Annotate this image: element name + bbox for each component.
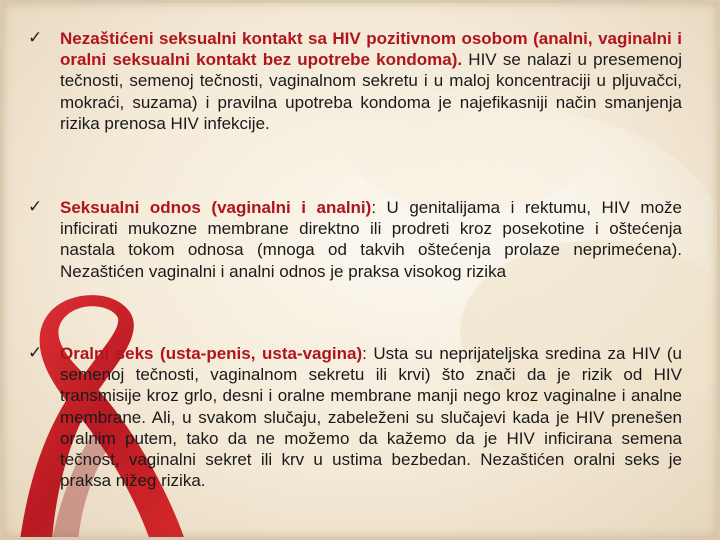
bullet-item-oral-sex [28,343,682,491]
bullet-heading: Seksualni odnos (vaginalni i analni) [60,198,372,217]
bullet-heading: Oralni seks (usta-penis, usta-vagina) [60,344,363,363]
bullet-item-unprotected-contact [28,28,682,134]
bullet-text [60,343,682,491]
bullet-heading: Nezaštićeni seksualni kontakt sa HIV pozitivnom osobom (analni, vaginalni i oralni seksualni kontakt bez upotrebe kondoma). [60,29,682,70]
checkmark-icon: ✓ [28,28,43,48]
checkmark-icon: ✓ [28,197,43,217]
bullet-body: : Usta su neprijateljska sredina za HIV (u semenoj tečnosti, vaginalnom sekretu ili krvi) što znači da je rizik od HIV transmisije kroz grlo, desni i oralne membrane manji nego kroz vaginalne i analne membrane. Ali, u svakom slučaju, zabeleženi su slučajevi kada je HIV prenešen oralnim putem, tako da ne možemo da kažemo da je HIV inficirana semena tečnost, vaginalni sekret ili krv u ustima bezbedan. Nezaštićen oralni seks je praksa nižeg rizika. [60,344,682,491]
bullet-text [60,28,682,134]
bullet-item-sexual-intercourse [28,197,682,282]
bullet-text [60,197,682,282]
bullet-body: : U genitalijama i rektumu, HIV može inficirati mukozne membrane direktno ili prodreti kroz posekotine i oštećenja nastala tokom odnosa (mnoga od takvih oštećenja prolaze neprimećena). Nezaštićen vaginalni i analni odnos je praksa visokog rizika [60,198,682,281]
checkmark-icon: ✓ [28,343,43,363]
bullet-body: HIV se nalazi u presemenoj tečnosti, semenoj tečnosti, vaginalnom sekretu i u maloj koncentraciji u pljuvačci, mokraći, suzama) i pravilna upotreba kondoma je najefikasniji način smanjenja rizika prenosa HIV infekcije. [60,50,682,133]
